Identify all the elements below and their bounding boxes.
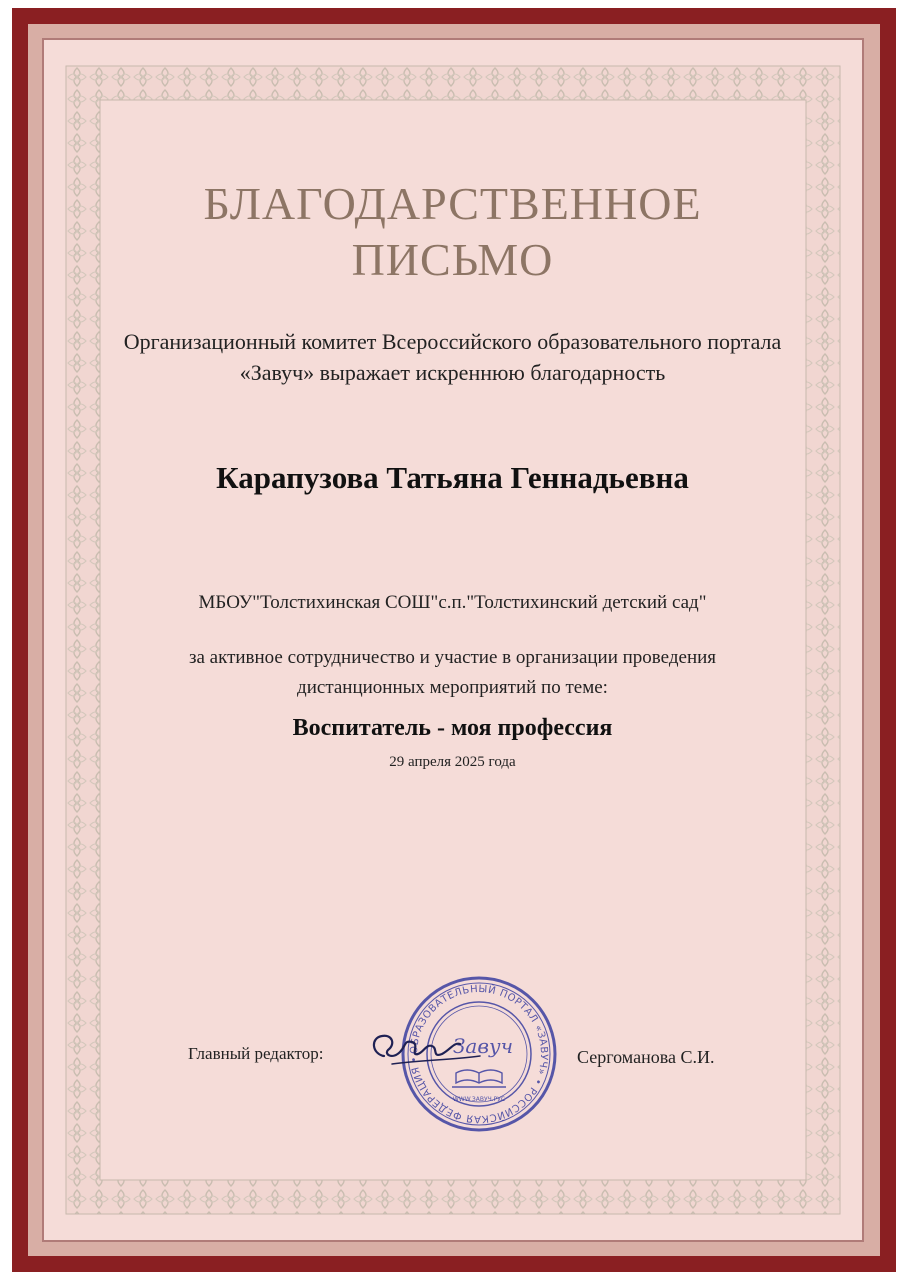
event-topic: Воспитатель - моя профессия <box>292 715 613 741</box>
seal-ring-text: ОБРАЗОВАТЕЛЬНЫЙ ПОРТАЛ «ЗАВУЧ» • РОССИЙСКАЯ ФЕДЕРАЦИЯ • <box>408 983 550 1125</box>
reason-line2: дистанционных мероприятий по теме: <box>297 677 608 698</box>
event-date: 29 апреля 2025 года <box>389 754 516 770</box>
seal-center-text: Завуч <box>452 1034 514 1058</box>
signature-label: Главный редактор: <box>188 1044 324 1063</box>
recipient-name: Карапузова Татьяна Геннадьевна <box>216 460 689 495</box>
reason-text <box>120 643 785 703</box>
letter-title-line1: БЛАГОДАРСТВЕННОЕ <box>203 178 702 229</box>
handwritten-signature <box>362 1020 522 1080</box>
reason-line1: за активное сотрудничество и участие в организации проведения <box>188 647 717 668</box>
signatory-name: Сергоманова С.И. <box>577 1047 715 1067</box>
letter-title-line2: ПИСЬМО <box>351 234 554 285</box>
organization-name: МБОУ"Толстихинская СОШ"с.п."Толстихинский детский сад" <box>198 592 707 613</box>
intro-text: Организационный комитет Всероссийского образовательного портала «Завуч» выражает искреннюю благодарность <box>123 329 782 385</box>
seal-url-text: WWW.ЗАВУЧ.РУС <box>452 1096 506 1103</box>
